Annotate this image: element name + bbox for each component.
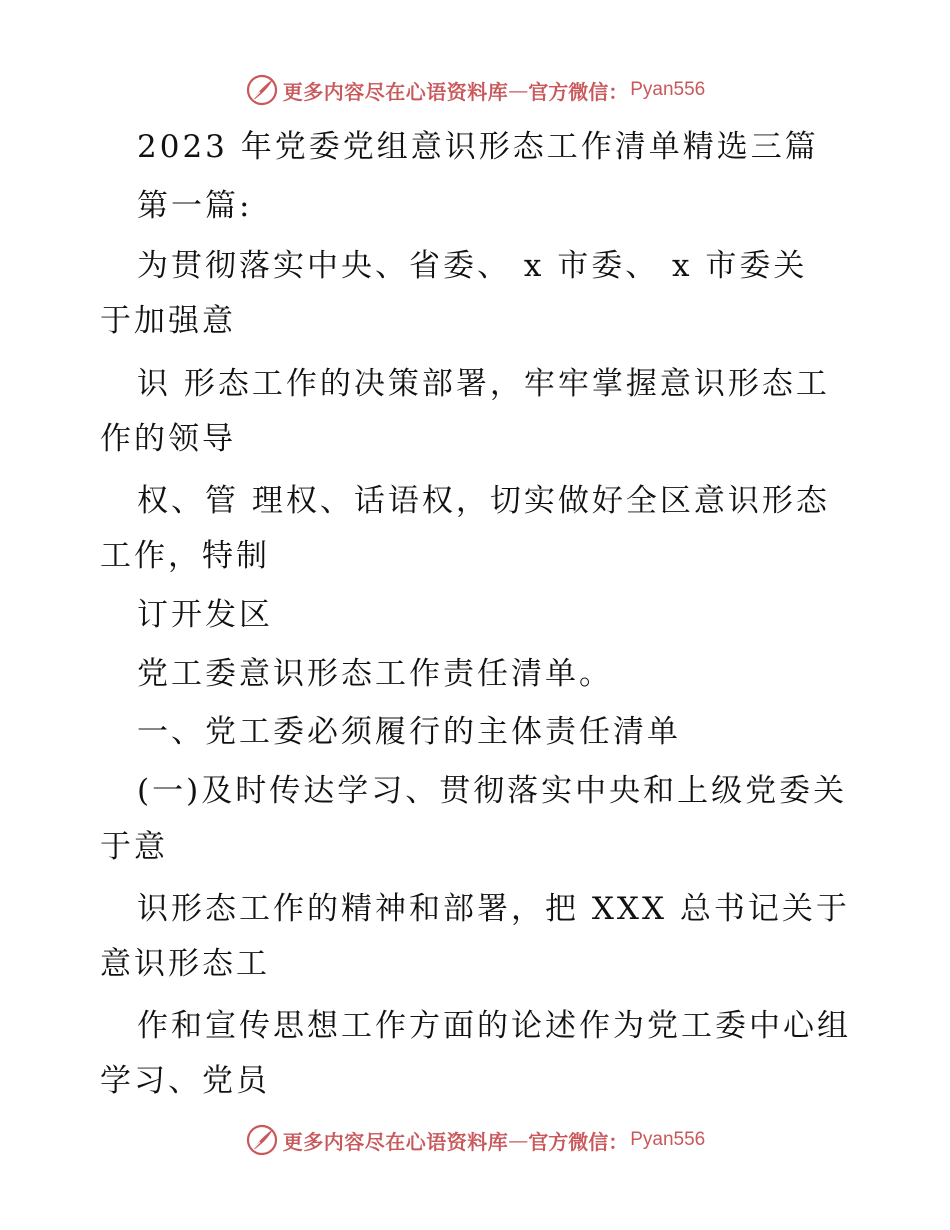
paragraph-line: 于意 — [100, 829, 168, 865]
watermark-separator: — — [508, 78, 529, 102]
paragraph-line: 权、管 理权、话语权，切实做好全区意识形态 — [137, 483, 830, 519]
document-title: 2023 年党委党组意识形态工作清单精选三篇 — [137, 129, 819, 165]
paragraph-line: 学习、党员 — [100, 1063, 270, 1099]
watermark-site-text: 更多内容尽在心语资料库 — [282, 79, 509, 104]
paragraph-line: (一)及时传达学习、贯彻落实中央和上级党委关 — [137, 773, 848, 809]
paragraph-line: 识形态工作的精神和部署，把 XXX 总书记关于 — [137, 891, 850, 927]
paragraph-line: 作和宣传思想工作方面的论述作为党工委中心组 — [137, 1008, 851, 1044]
paragraph-line: 识 形态工作的决策部署，牢牢掌握意识形态工 — [137, 366, 830, 402]
paragraph-line: 党工委意识形态工作责任清单。 — [137, 656, 613, 692]
watermark-wechat-id: Pyan556 — [630, 79, 706, 100]
watermark-site-text: 更多内容尽在心语资料库 — [282, 1129, 509, 1154]
watermark-wechat-id: Pyan556 — [630, 1129, 706, 1150]
paragraph-line: 于加强意 — [100, 303, 236, 339]
section-heading: 第一篇: — [137, 188, 253, 224]
paragraph-line: 工作，特制 — [100, 538, 270, 574]
footer-watermark — [0, 1120, 950, 1160]
watermark-wechat-label: 官方微信： — [528, 79, 629, 104]
paragraph-line: 订开发区 — [137, 597, 273, 633]
feather-pen-logo-icon — [245, 73, 279, 107]
paragraph-line: 作的领导 — [100, 421, 236, 457]
watermark-wechat-label: 官方微信： — [528, 1129, 629, 1154]
feather-pen-logo-icon — [245, 1123, 279, 1157]
watermark-separator: — — [508, 1128, 529, 1152]
paragraph-line: 为贯彻落实中央、省委、 x 市委、 x 市委关 — [137, 248, 808, 284]
paragraph-line: 意识形态工 — [100, 946, 270, 982]
header-watermark — [0, 70, 950, 110]
list-heading: 一、党工委必须履行的主体责任清单 — [137, 714, 681, 750]
